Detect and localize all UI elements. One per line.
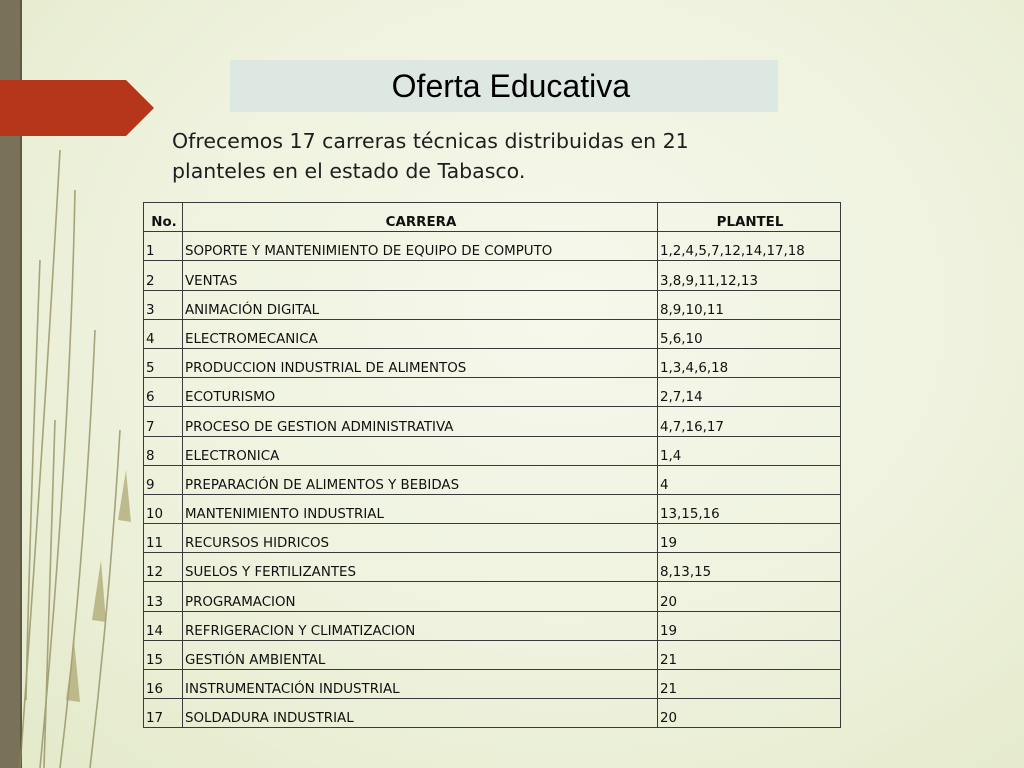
- cell-no: 8: [144, 436, 183, 465]
- cell-plantel: 4,7,16,17: [658, 407, 841, 436]
- cell-plantel: 1,2,4,5,7,12,14,17,18: [658, 232, 841, 261]
- cell-plantel: 1,4: [658, 436, 841, 465]
- table-row: [144, 582, 841, 611]
- cell-no: 16: [144, 670, 183, 699]
- cell-plantel: 4: [658, 465, 841, 494]
- cell-no: 4: [144, 319, 183, 348]
- section-arrow-tab: [0, 80, 156, 136]
- table-row: [144, 348, 841, 377]
- cell-plantel: 8,9,10,11: [658, 290, 841, 319]
- title-banner: [230, 60, 778, 112]
- header-plantel: PLANTEL: [658, 203, 841, 232]
- table-row: [144, 436, 841, 465]
- cell-plantel: 2,7,14: [658, 378, 841, 407]
- cell-carrera: ELECTROMECANICA: [183, 319, 658, 348]
- cell-plantel: 3,8,9,11,12,13: [658, 261, 841, 290]
- cell-plantel: 19: [658, 611, 841, 640]
- cell-plantel: 19: [658, 524, 841, 553]
- cell-plantel: 1,3,4,6,18: [658, 348, 841, 377]
- table-row: [144, 290, 841, 319]
- cell-carrera: RECURSOS HIDRICOS: [183, 524, 658, 553]
- cell-no: 15: [144, 640, 183, 669]
- subtitle-text: [172, 126, 812, 186]
- cell-no: 6: [144, 378, 183, 407]
- cell-carrera: PROGRAMACION: [183, 582, 658, 611]
- table-row: [144, 699, 841, 728]
- page-title: Oferta Educativa: [391, 67, 630, 104]
- cell-carrera: GESTIÓN AMBIENTAL: [183, 640, 658, 669]
- cell-no: 13: [144, 582, 183, 611]
- cell-carrera: MANTENIMIENTO INDUSTRIAL: [183, 494, 658, 523]
- cell-carrera: INSTRUMENTACIÓN INDUSTRIAL: [183, 670, 658, 699]
- cell-carrera: SUELOS Y FERTILIZANTES: [183, 553, 658, 582]
- table-row: [144, 524, 841, 553]
- cell-no: 1: [144, 232, 183, 261]
- table-row: [144, 611, 841, 640]
- cell-no: 11: [144, 524, 183, 553]
- cell-no: 7: [144, 407, 183, 436]
- cell-carrera: SOLDADURA INDUSTRIAL: [183, 699, 658, 728]
- cell-plantel: 8,13,15: [658, 553, 841, 582]
- cell-no: 3: [144, 290, 183, 319]
- cell-plantel: 5,6,10: [658, 319, 841, 348]
- cell-carrera: VENTAS: [183, 261, 658, 290]
- cell-plantel: 20: [658, 582, 841, 611]
- table-row: [144, 553, 841, 582]
- table-row: [144, 670, 841, 699]
- table-row: [144, 232, 841, 261]
- cell-no: 12: [144, 553, 183, 582]
- cell-carrera: ECOTURISMO: [183, 378, 658, 407]
- table-row: [144, 407, 841, 436]
- cell-carrera: REFRIGERACION Y CLIMATIZACION: [183, 611, 658, 640]
- cell-no: 5: [144, 348, 183, 377]
- cell-carrera: PREPARACIÓN DE ALIMENTOS Y BEBIDAS: [183, 465, 658, 494]
- cell-carrera: SOPORTE Y MANTENIMIENTO DE EQUIPO DE COMPUTO: [183, 232, 658, 261]
- cell-carrera: ELECTRONICA: [183, 436, 658, 465]
- cell-plantel: 21: [658, 670, 841, 699]
- cell-plantel: 13,15,16: [658, 494, 841, 523]
- cell-no: 9: [144, 465, 183, 494]
- cell-no: 14: [144, 611, 183, 640]
- cell-carrera: ANIMACIÓN DIGITAL: [183, 290, 658, 319]
- table-row: [144, 640, 841, 669]
- header-carrera: CARRERA: [183, 203, 658, 232]
- cell-plantel: 20: [658, 699, 841, 728]
- cell-plantel: 21: [658, 640, 841, 669]
- table-row: [144, 378, 841, 407]
- cell-no: 2: [144, 261, 183, 290]
- cell-no: 10: [144, 494, 183, 523]
- subtitle-line-2: planteles en el estado de Tabasco.: [172, 159, 526, 183]
- subtitle-line-1: Ofrecemos 17 carreras técnicas distribuidas en 21: [172, 129, 689, 153]
- table-header-row: [144, 203, 841, 232]
- cell-no: 17: [144, 699, 183, 728]
- header-no: No.: [144, 203, 183, 232]
- cell-carrera: PROCESO DE GESTION ADMINISTRATIVA: [183, 407, 658, 436]
- table-row: [144, 261, 841, 290]
- table-row: [144, 494, 841, 523]
- table-row: [144, 465, 841, 494]
- table-row: [144, 319, 841, 348]
- cell-carrera: PRODUCCION INDUSTRIAL DE ALIMENTOS: [183, 348, 658, 377]
- careers-table: [143, 202, 841, 728]
